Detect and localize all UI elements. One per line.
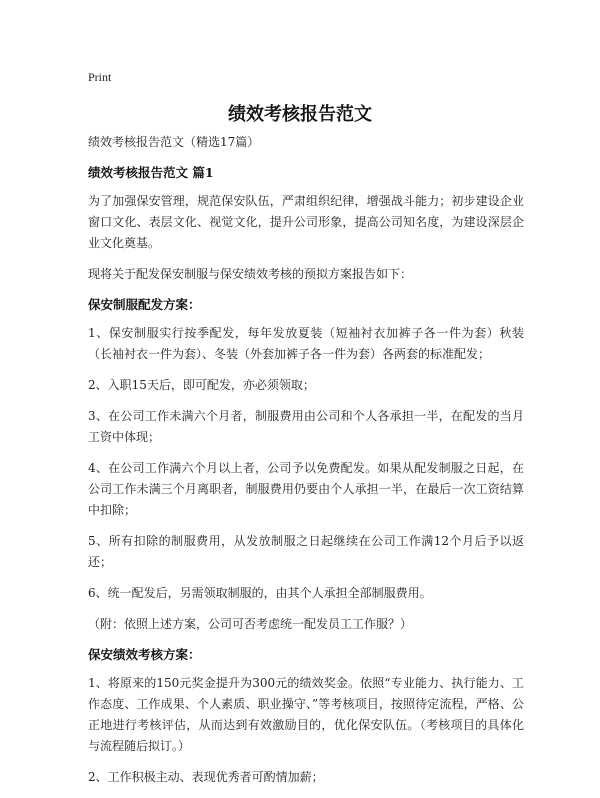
- paragraph: 3、在公司工作未满六个月者，制服费用由公司和个人各承担一半，在配发的当月工资中体现；: [88, 409, 524, 444]
- paragraph: 4、在公司工作满六个月以上者，公司予以免费配发。如果从配发制服之日起，在公司工作未满三个月离职者，制服费用仍要由个人承担一半，在最后一次工资结算中扣除；: [88, 461, 524, 517]
- paragraph: 1、将原来的150元奖金提升为300元的绩效奖金。依照“专业能力、执行能力、工作态度、工作成果、个人素质、职业操守、”等考核项目，按照待定流程，严格、公正地进行考核评估，从而达到有效激励目的，优化保安队伍。（考核项目的具体化与流程随后拟订。）: [88, 676, 524, 753]
- paragraph: 1、保安制服实行按季配发，每年发放夏装（短袖衬衣加裤子各一件为套）秋装（长袖衬衣一件为套）、冬装（外套加裤子各一件为套）各两套的标准配发；: [88, 326, 524, 361]
- paragraph: 6、统一配发后，另需领取制服的，由其个人承担全部制服费用。: [88, 586, 432, 600]
- print-label[interactable]: Print: [88, 70, 112, 84]
- paragraph: 2、入职15天后，即可配发，亦必须领取；: [88, 378, 315, 392]
- section-heading: 保安制服配发方案：: [88, 297, 201, 312]
- section-heading: 保安绩效考核方案：: [88, 647, 201, 662]
- paragraph: 5、所有扣除的制服费用，从发放制服之日起继续在公司工作满12个月后予以返还；: [88, 534, 524, 569]
- page-title: 绩效考核报告范文: [228, 104, 372, 125]
- paragraph: 绩效考核报告范文（精选17篇）: [88, 135, 260, 149]
- paragraph: 为了加强保安管理，规范保安队伍，严肃组织纪律，增强战斗能力；初步建设企业窗口文化、表层文化、视觉文化，提升公司形象，提高公司知名度，为建设深层企业文化奠基。: [88, 194, 524, 250]
- paragraph: 2、工作积极主动、表现优秀者可酌情加薪；: [88, 770, 324, 784]
- paragraph: （附：依照上述方案，公司可否考虑统一配发员工工作服？）: [88, 617, 413, 631]
- document-body: [88, 132, 524, 798]
- paragraph: 现将关于配发保安制服与保安绩效考核的预拟方案报告如下：: [88, 267, 413, 281]
- section-heading: 绩效考核报告范文 篇1: [88, 165, 214, 180]
